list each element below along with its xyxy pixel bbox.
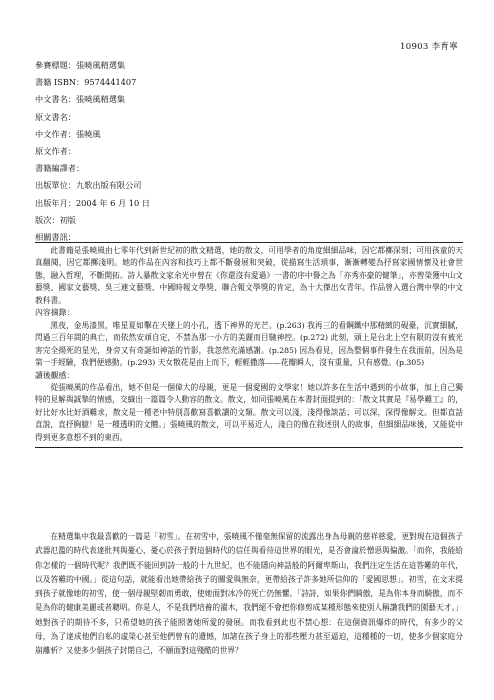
meta-label: 原文書名：	[35, 111, 76, 122]
meta-label: 出版年月：	[35, 197, 76, 208]
meta-label: 參賽標題：	[35, 60, 76, 70]
meta-row-translator	[35, 160, 465, 177]
meta-value: 張曉風	[75, 128, 101, 139]
meta-label: 原文作者：	[35, 146, 76, 157]
meta-label: 版次：	[35, 214, 60, 225]
meta-value: 2004 年 6 月 10 日	[75, 197, 150, 208]
meta-label: 相關書訊：	[35, 232, 76, 243]
meta-row-edition	[35, 212, 465, 229]
meta-row-publisher	[35, 177, 465, 194]
meta-value: 九歌出版有限公司	[75, 180, 142, 191]
meta-row-chinese-author	[35, 126, 465, 143]
meta-value: 張曉風精選集	[75, 94, 126, 105]
book-introduction: 此書籍是張曉風由七零年代到新世紀初的散文精選，她的散文，可用學者的角度細細品味，因它都擲深刻；可用孩童的天真翻閱，因它都擲淺明。她的作品在內容和技巧上都不斷發展和突破，從描寫生活瑣事，漸漸轉變為抒寫家國情懷及社會世態，融入哲理，不斷開拓。詩人暴散文家余光中曾在《你還沒有愛過》一書的序中譽之為「亦秀亦豪的健筆」，亦曾榮獲中山文藝獎、國家文藝獎、吳三連文藝獎、中國時報文學獎、聯合報文學獎的肯定，為十大傑出女青年。作品曾入選台灣中學的中文教科書。	[35, 246, 463, 305]
meta-row-publish-date	[35, 195, 465, 212]
excerpts-text: 黑夜，金馬漆黑，唯星夏如擊在天墜上的小孔，透下神界的光芒。(p.263) 我再三的看鋼鐵中那精緻的硯臺，沉實細膩，閃過三百年間的典亡，而依然安頑自定，不禁為那一小方的美麗而目馳神控。(p.272) 此刻，頭上是台北上空有限的沒有被光害完全揚死的星光，身旁又有奇誕如神話的竹影，我忽然充滿感謝。(p.285) 因為看見，因為整個事件發生在我面前，因為是第一手經驗，我們便感動。(p.293) 天女散花是由上而下，輕輕撒落——花瓣瞬人，沒有重量，只有感覺。(p.305)	[35, 320, 463, 368]
excerpts-heading: 內容摘錄：	[35, 308, 75, 318]
reflection-text: 從張曉風的作品看出，她不但是一個偉大的母親，更是一個愛國的文學家！她以許多在生活中遇到的小故事，加上自己獨特的見解與誠摯的情感，交織出一篇篇令人動容的散文。散文，如同張曉風在本書封面提到的：「散文其實是『易學難工』的，好比好水比好酒難求，散文是一種老中特別喜歡寫喜歡讀的文類。散文可以淺，淺得像談話；可以深，深得像解文。但都直話直說，直抒胸臆！是一種透明的文體。」張曉風的散文，可以平易近人，淺白的像在敘述別人的故事，但細細品味後，又能從中得到更多意想不到的東西。	[35, 382, 463, 442]
reflection-heading: 讀後觀感：	[35, 370, 75, 380]
meta-value: 張曉風精選集	[75, 60, 126, 70]
book-summary-box	[35, 242, 463, 448]
meta-label: 書籍編譯者：	[35, 163, 85, 174]
meta-label: 書籍 ISBN：	[35, 77, 85, 88]
meta-row-original-author	[35, 143, 465, 160]
meta-row-title	[35, 57, 465, 74]
meta-value: 初版	[59, 214, 76, 225]
meta-row-isbn	[35, 74, 465, 91]
record-id: 10903 李育寧	[400, 42, 458, 52]
meta-row-chinese-title	[35, 91, 465, 108]
meta-label: 中文書名：	[35, 94, 76, 105]
essay-body: 在精選集中我最喜歡的一篇是「初雪」。在初雪中，張曉風不僅毫無保留的流露出身為母親的慈祥慈愛，更對現在這個孩子武器氾濫的時代表達批判與憂心，憂心於孩子對這個時代的信任與看待這世界的眼光，是否會淪於憎惡與偏激。「而你，我能給你怎樣的一個時代呢？我們既不能回到詩一般的十九世紀，也不能隱向神話般的阿爾卑斯山，我們注定生活在這答難的年代，以及答難的中國。」從這句話，就能看出她帶給孩子的關愛與無奈，更帶給孩子許多她所信仰的「愛國思想」。初雪，在文末提到孩子就像她的初雪，使一個母親堅韌而勇敢，使她面對冰冷的死亡仍無懼。「詩詩，如果你們騎傲，是為你本身而騎傲，而不是為你的健康美麗或者聰明。你是人，不是我們培養的濯木，我們絕不會把你修剪成某種形態來使別人稱讚我們的園藝天才。」她對孩子的期待不多，只希望她的孩子能照著她所愛的發展。而我看到此也不禁心想：在這個資訊爆炸的時代，有多少的父母，為了達成他們自私的虛榮心甚至他們曾有的遺憾，加諸在孩子身上的那些壓力甚至逼迫，這種種的一切，使多少個家庭分崩離析？又使多少個孩子封閉自己，不願面對這殘酷的世界？	[35, 532, 463, 656]
meta-label: 中文作者：	[35, 128, 76, 139]
metadata-block	[35, 57, 465, 246]
meta-label: 出版單位：	[35, 180, 76, 191]
meta-value: 9574441407	[84, 77, 137, 88]
meta-row-original-title	[35, 109, 465, 126]
